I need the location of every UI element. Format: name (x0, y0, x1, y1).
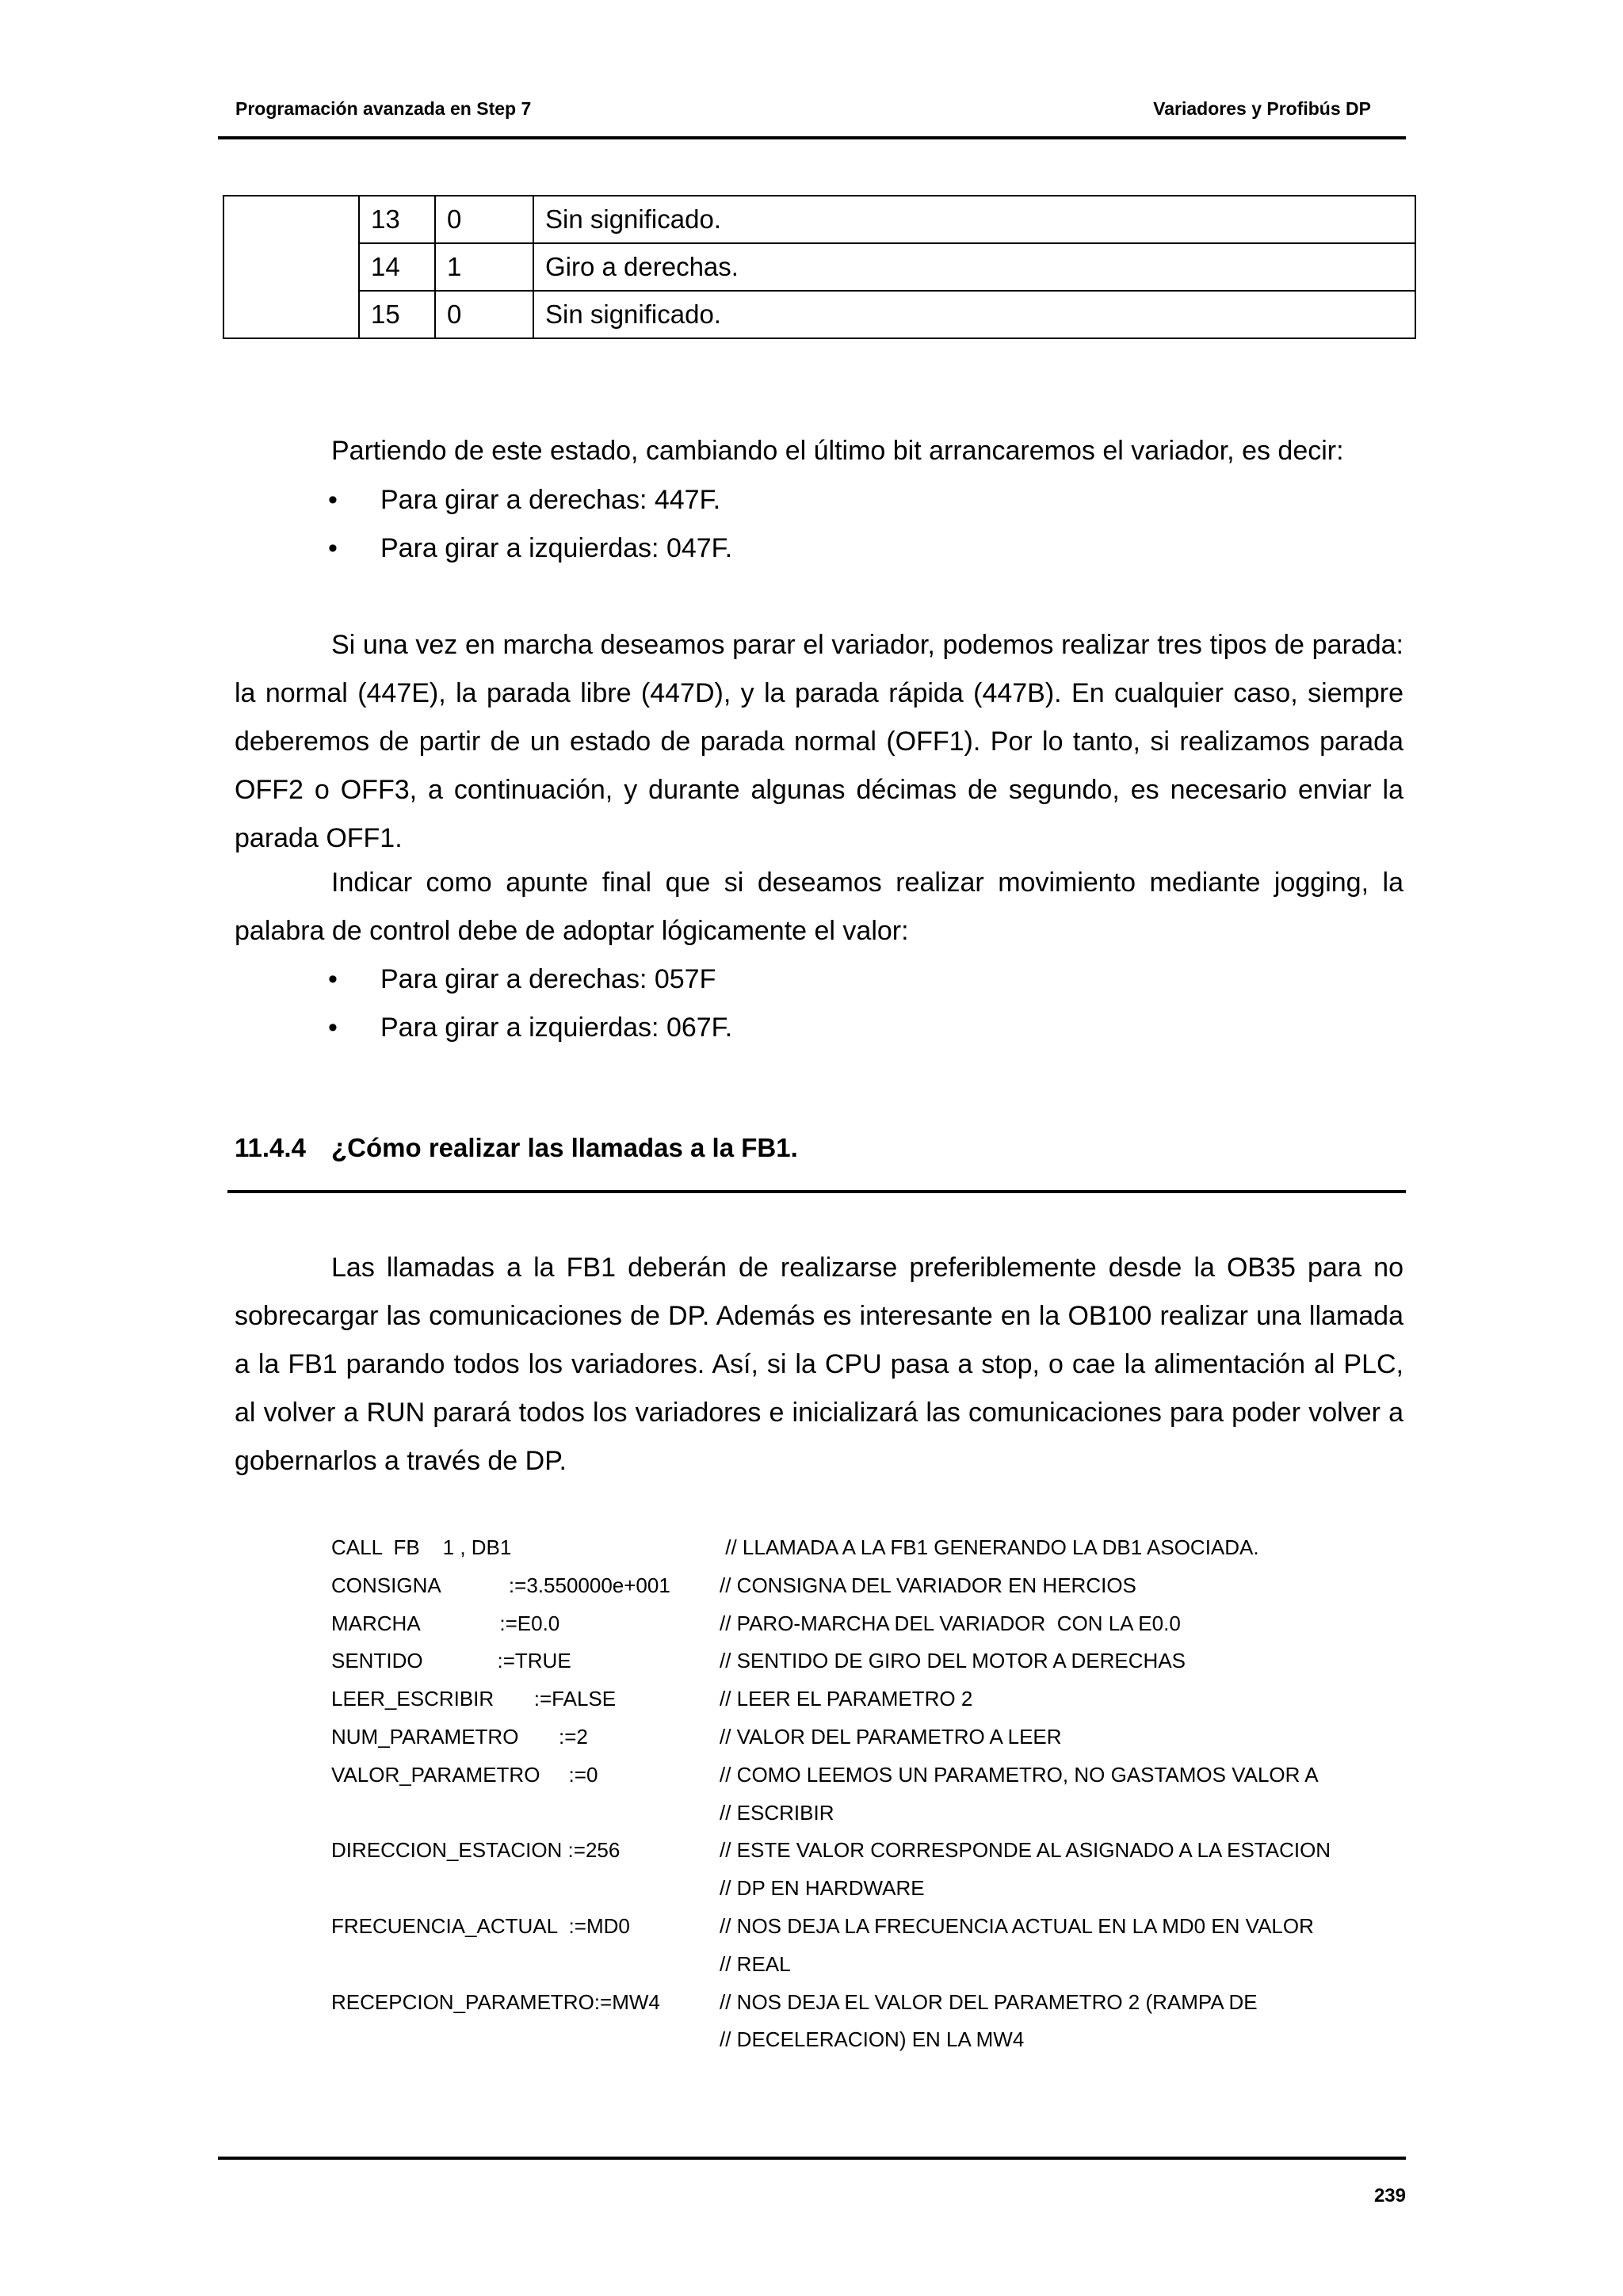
table-row (223, 291, 1415, 338)
table-row (223, 196, 1415, 243)
code-statement: RECEPCION_PARAMETRO:=MW4 (331, 1989, 660, 2014)
bit-value-cell: 0 (435, 291, 533, 338)
bit-meaning-cell: Sin significado. (533, 196, 1415, 243)
list-item-text: Para girar a derechas: 057F (380, 964, 716, 994)
code-statement: FRECUENCIA_ACTUAL :=MD0 (331, 1913, 630, 1938)
control-word-bit-table (223, 195, 1416, 339)
bit-meaning-cell: Sin significado. (533, 291, 1415, 338)
code-comment: // PARO-MARCHA DEL VARIADOR CON LA E0.0 (720, 1611, 1181, 1635)
paragraph-text: Si una vez en marcha deseamos parar el variador, podemos realizar tres tipos de parada: la normal (447E), la parada libre (447D), y la parada rápida (447B). En cualquier caso, siempre deberemos de partir de un estado de parada normal (OFF1). Por lo tanto, si realizamos parada OFF2 o OFF3, a continuación, y durante algunas décimas de segundo, es necesario enviar la parada OFF1. (235, 630, 1403, 853)
code-comment: // COMO LEEMOS UN PARAMETRO, NO GASTAMOS VALOR A (720, 1762, 1319, 1787)
code-statement: NUM_PARAMETRO :=2 (331, 1724, 588, 1749)
bit-number-cell: 14 (359, 243, 435, 291)
code-comment: // LLAMADA A LA FB1 GENERANDO LA DB1 ASOCIADA. (720, 1535, 1259, 1559)
paragraph-llamadas-fb1 (235, 1244, 1403, 1486)
code-comment: // DECELERACION) EN LA MW4 (720, 2027, 1025, 2052)
code-statement: CONSIGNA :=3.550000e+001 (331, 1573, 670, 1597)
bullet-icon: • (328, 533, 338, 563)
code-comment: // VALOR DEL PARAMETRO A LEER (720, 1724, 1062, 1749)
code-statement: SENTIDO :=TRUE (331, 1649, 571, 1673)
section-rule (227, 1190, 1406, 1193)
code-comment: // CONSIGNA DEL VARIADOR EN HERCIOS (720, 1573, 1136, 1597)
bit-number-cell: 15 (359, 291, 435, 338)
header-rule (218, 136, 1406, 139)
code-comment: // SENTIDO DE GIRO DEL MOTOR A DERECHAS (720, 1649, 1186, 1673)
running-header-left: Programación avanzada en Step 7 (235, 98, 532, 119)
code-statement: DIRECCION_ESTACION :=256 (331, 1838, 621, 1863)
code-statement: LEER_ESCRIBIR :=FALSE (331, 1687, 617, 1711)
code-comment: // LEER EL PARAMETRO 2 (720, 1687, 973, 1711)
list-item-text: Para girar a izquierdas: 047F. (380, 533, 733, 563)
paragraph-text: Las llamadas a la FB1 deberán de realizarse preferiblemente desde la OB35 para no sobrecargar las comunicaciones de DP. Además es interesante en la OB100 realizar una llamada a la FB1 parando todos los variadores. Así, si la CPU pasa a stop, o cae la alimentación al PLC, al volver a RUN parará todos los variadores e inicializará las comunicaciones para poder volver a gobernarlos a través de DP. (235, 1253, 1403, 1476)
code-comment: // ESTE VALOR CORRESPONDE AL ASIGNADO A LA ESTACION (720, 1838, 1331, 1863)
list-item-text: Para girar a derechas: 447F. (380, 485, 721, 515)
footer-rule (218, 2157, 1406, 2160)
paragraph-text: Indicar como apunte final que si deseamos realizar movimiento mediante jogging, la palabra de control debe de adoptar lógicamente el valor: (235, 868, 1403, 946)
bit-number-cell: 13 (359, 196, 435, 243)
paragraph-paradas (235, 621, 1403, 863)
code-comment: // DP EN HARDWARE (720, 1876, 925, 1901)
section-title-text: ¿Cómo realizar las llamadas a la FB1. (331, 1133, 798, 1162)
paragraph-text: Partiendo de este estado, cambiando el último bit arrancaremos el variador, es decir: (331, 436, 1344, 466)
table-blank-cell (223, 196, 359, 338)
paragraph-jogging (235, 859, 1403, 955)
code-statement: MARCHA :=E0.0 (331, 1611, 560, 1635)
bit-value-cell: 1 (435, 243, 533, 291)
code-statement: CALL FB 1 , DB1 (331, 1535, 512, 1559)
list-item-text: Para girar a izquierdas: 067F. (380, 1013, 733, 1043)
bit-value-cell: 0 (435, 196, 533, 243)
code-comment: // NOS DEJA EL VALOR DEL PARAMETRO 2 (RAMPA DE (720, 1989, 1258, 2014)
running-header-right: Variadores y Profibús DP (1153, 98, 1371, 119)
table-row (223, 243, 1415, 291)
code-comment: // ESCRIBIR (720, 1800, 834, 1825)
section-heading (235, 1133, 798, 1163)
code-statement: VALOR_PARAMETRO :=0 (331, 1762, 598, 1787)
bit-meaning-cell: Giro a derechas. (533, 243, 1415, 291)
bullet-icon: • (328, 1013, 338, 1043)
code-comment: // NOS DEJA LA FRECUENCIA ACTUAL EN LA MD0 EN VALOR (720, 1913, 1314, 1938)
page-number: 239 (1373, 2185, 1406, 2206)
bullet-icon: • (328, 485, 338, 515)
section-number: 11.4.4 (235, 1133, 306, 1162)
bullet-icon: • (328, 964, 338, 994)
paragraph-start-variador (235, 427, 1403, 475)
code-comment: // REAL (720, 1951, 791, 1976)
